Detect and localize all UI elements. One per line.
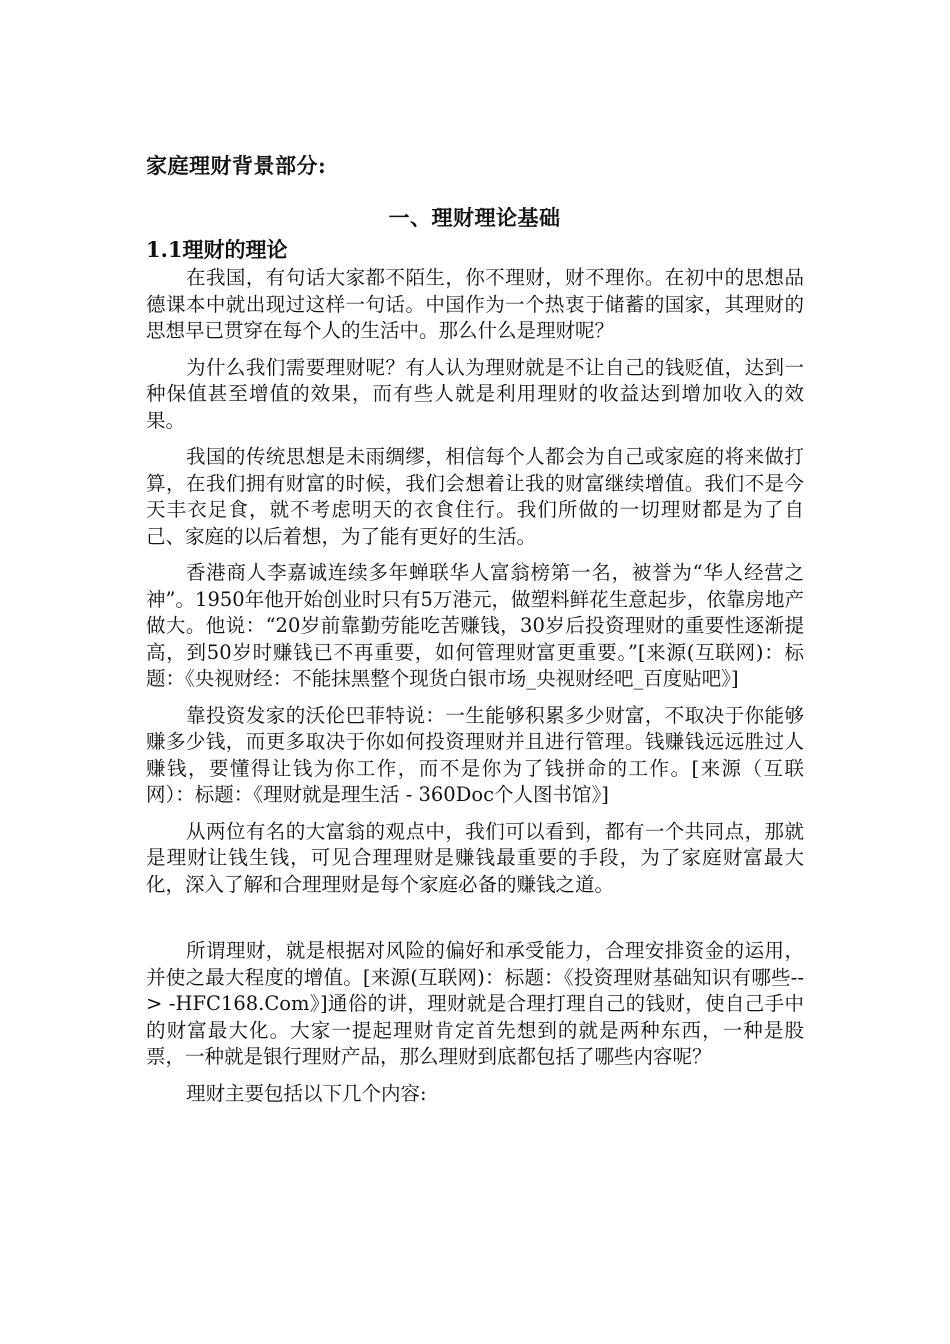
subsection-heading: 1.1理财的理论 <box>146 237 288 262</box>
paragraph: 我国的传统思想是未雨绸缪，相信每个人都会为自己或家庭的将来做打算，在我们拥有财富的时候，我们会想着让我的财富继续增值。我们不是今天丰衣足食，就不考虑明天的衣食住行。我们所做的一切理财都是为了自己、家庭的以后着想，为了能有更好的生活。 <box>146 445 804 548</box>
section-heading: 家庭理财背景部分: <box>146 153 327 178</box>
paragraph: 在我国，有句话大家都不陌生，你不理财，财不理你。在初中的思想品德课本中就出现过这样一句话。中国作为一个热衷于储蓄的国家，其理财的思想早已贯穿在每个人的生活中。那么什么是理财呢？ <box>146 266 804 342</box>
paragraph: 靠投资发家的沃伦巴菲特说：一生能够积累多少财富，不取决于你能够赚多少钱，而更多取决于你如何投资理财并且进行管理。钱赚钱远远胜过人赚钱，要懂得让钱为你工作，而不是你为了钱拼命的工作。[来源（互联网）：标题：《理财就是理生活 - 360Doc个人图书馆》] <box>146 703 804 806</box>
paragraph: 为什么我们需要理财呢？有人认为理财就是不让自己的钱贬值，达到一种保值甚至增值的效果，而有些人就是利用理财的收益达到增加收入的效果。 <box>146 355 804 432</box>
chapter-heading: 一、理财理论基础 <box>388 205 561 230</box>
paragraph: 所谓理财，就是根据对风险的偏好和承受能力，合理安排资金的运用，并使之最大程度的增值。[来源(互联网)：标题：《投资理财基础知识有哪些--> -HFC168.Com》]通俗的讲，理财就是合理打理自己的钱财，使自己手中的财富最大化。大家一提起理财肯定首先想到的就是两种东西，一种是股票，一种就是银行理财产品，那么理财到底都包括了哪些内容呢？ <box>146 939 804 1068</box>
document-body <box>146 265 804 1117</box>
paragraph: 理财主要包括以下几个内容: <box>186 1081 427 1105</box>
paragraph: 香港商人李嘉诚连续多年蝉联华人富翁榜第一名，被誉为“华人经营之神”。1950年他开始创业时只有5万港元，做塑料鲜花生意起步，依靠房地产做大。他说：“20岁前靠勤劳能吃苦赚钱，30岁后投资理财的重要性逐渐提高，到50岁时赚钱已不再重要，如何管理财富更重要。”[来源(互联网)：标题：《央视财经：不能抹黑整个现货白银市场_央视财经吧_百度贴吧》] <box>146 561 804 690</box>
paragraph: 从两位有名的大富翁的观点中，我们可以看到，都有一个共同点，那就是理财让钱生钱，可见合理理财是赚钱最重要的手段，为了家庭财富最大化，深入了解和合理理财是每个家庭必备的赚钱之道。 <box>146 819 804 896</box>
